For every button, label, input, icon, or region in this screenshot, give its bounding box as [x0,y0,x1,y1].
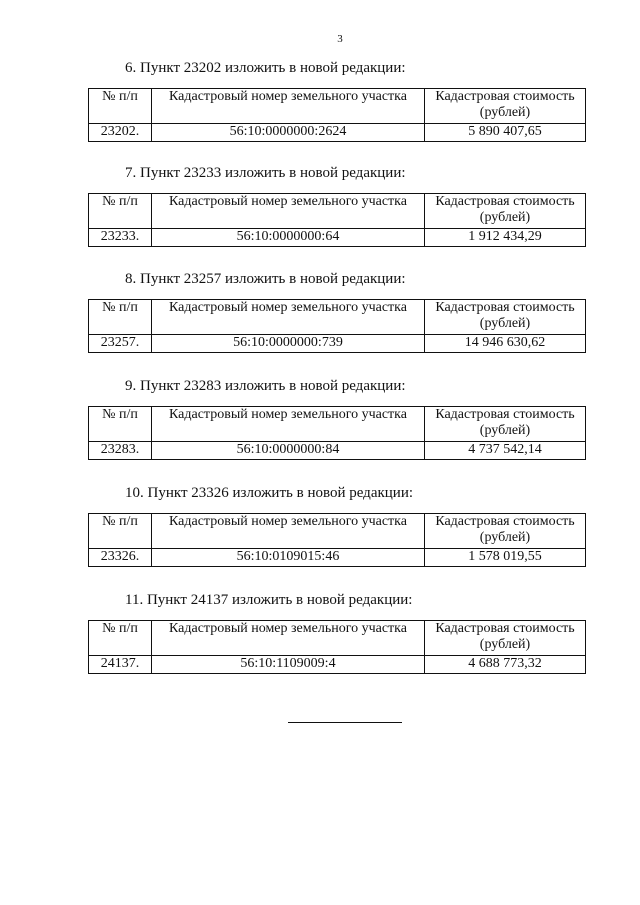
header-value-line2: (рублей) [479,637,531,652]
header-number: № п/п [89,300,152,335]
row-cadastral-number: 56:10:0000000:84 [152,442,425,460]
cadastral-table [88,193,586,247]
header-number: № п/п [89,194,152,229]
table-header-row [89,621,586,656]
section-heading: 10. Пункт 23326 изложить в новой редакции: [125,485,414,501]
header-cadastral-number: Кадастровый номер земельного участка [152,300,425,335]
header-value-line1: Кадастровая стоимость [435,514,575,529]
table-header-row [89,194,586,229]
row-cadastral-number: 56:10:1109009:4 [152,656,425,674]
table-row [89,335,586,353]
header-value-line2: (рублей) [479,530,531,545]
row-cadastral-number: 56:10:0000000:739 [152,335,425,353]
header-value-line2: (рублей) [479,210,531,225]
page-number: 3 [337,33,343,45]
header-value-line2: (рублей) [479,105,531,120]
header-cadastral-value [425,300,586,335]
header-cadastral-number: Кадастровый номер земельного участка [152,514,425,549]
header-number: № п/п [89,89,152,124]
section-heading: 8. Пункт 23257 изложить в новой редакции: [125,271,406,287]
header-value-line2: (рублей) [479,423,531,438]
header-value-line1: Кадастровая стоимость [435,194,575,209]
header-cadastral-value [425,621,586,656]
row-cadastral-value: 14 946 630,62 [425,335,586,353]
header-value-line1: Кадастровая стоимость [435,300,575,315]
row-number: 23233. [89,229,152,247]
section-heading: 11. Пункт 24137 изложить в новой редакции: [125,592,413,608]
table-header-row [89,514,586,549]
row-cadastral-value: 4 688 773,32 [425,656,586,674]
header-cadastral-value [425,407,586,442]
table-row [89,549,586,567]
row-cadastral-value: 5 890 407,65 [425,124,586,142]
header-value-line1: Кадастровая стоимость [435,89,575,104]
row-cadastral-value: 4 737 542,14 [425,442,586,460]
header-cadastral-value [425,514,586,549]
header-cadastral-value [425,89,586,124]
cadastral-table [88,406,586,460]
row-number: 23283. [89,442,152,460]
section-heading: 9. Пункт 23283 изложить в новой редакции: [125,378,406,394]
row-number: 23326. [89,549,152,567]
cadastral-table [88,88,586,142]
table-header-row [89,89,586,124]
row-cadastral-number: 56:10:0000000:64 [152,229,425,247]
table-row [89,656,586,674]
section-heading: 6. Пункт 23202 изложить в новой редакции: [125,60,406,76]
table-row [89,229,586,247]
table-header-row [89,407,586,442]
row-cadastral-value: 1 578 019,55 [425,549,586,567]
header-value-line1: Кадастровая стоимость [435,621,575,636]
header-number: № п/п [89,514,152,549]
closing-divider [288,722,402,723]
header-number: № п/п [89,407,152,442]
cadastral-table [88,513,586,567]
row-cadastral-number: 56:10:0000000:2624 [152,124,425,142]
cadastral-table [88,620,586,674]
header-cadastral-number: Кадастровый номер земельного участка [152,621,425,656]
header-number: № п/п [89,621,152,656]
cadastral-table [88,299,586,353]
header-value-line1: Кадастровая стоимость [435,407,575,422]
row-number: 24137. [89,656,152,674]
row-number: 23257. [89,335,152,353]
row-cadastral-value: 1 912 434,29 [425,229,586,247]
table-header-row [89,300,586,335]
header-value-line2: (рублей) [479,316,531,331]
row-number: 23202. [89,124,152,142]
header-cadastral-number: Кадастровый номер земельного участка [152,194,425,229]
table-row [89,442,586,460]
header-cadastral-value [425,194,586,229]
row-cadastral-number: 56:10:0109015:46 [152,549,425,567]
header-cadastral-number: Кадастровый номер земельного участка [152,407,425,442]
section-heading: 7. Пункт 23233 изложить в новой редакции: [125,165,406,181]
header-cadastral-number: Кадастровый номер земельного участка [152,89,425,124]
table-row [89,124,586,142]
